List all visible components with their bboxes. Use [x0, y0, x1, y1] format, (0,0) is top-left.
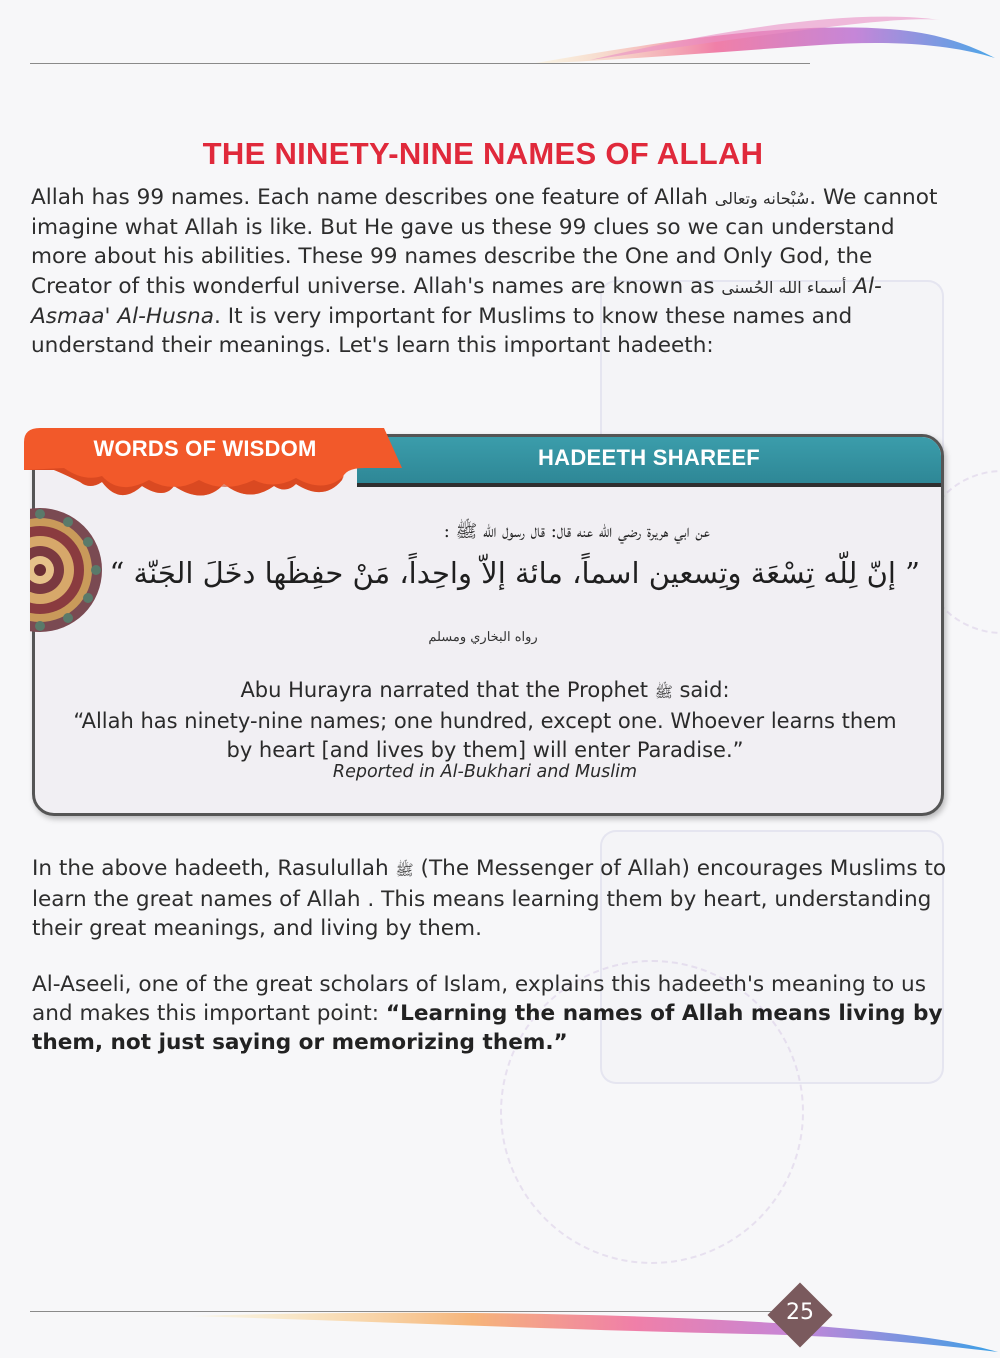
hadeeth-header-label: HADEETH SHAREEF — [537, 445, 761, 470]
arabic-praise: سُبْحانه وتعالى — [714, 189, 810, 208]
arabic-isnad: عن ابي هريرة رضي الله عنه قال: قال رسول الله ﷺ : — [443, 521, 710, 542]
words-of-wisdom-label: WORDS OF WISDOM — [93, 436, 317, 461]
english-hadeeth — [60, 676, 910, 765]
page-number: 25 — [786, 1300, 814, 1325]
intro-paragraph — [31, 183, 951, 360]
paragraph-text: In the above hadeeth, Rasulullah — [32, 856, 396, 881]
arabic-hadeeth-text: ” إنّ لِلّه تِسْعَة وتِسعين اسماً، مائة إلاّ واحِداً، مَنْ حفِظَها دخَلَ الجَنّة “ — [109, 556, 920, 590]
transliteration: Al-Asmaa' Al-Husna — [31, 273, 882, 329]
page-title: THE NINETY-NINE NAMES OF ALLAH — [202, 135, 764, 171]
intro-text-2: . We cannot imagine what Allah is like. But He gave us these 99 clues so we can understand more about his abilities. These 99 names describe the One and Only God, the Creator of this wonderful universe. Allah's names are known as — [31, 185, 938, 299]
intro-text-1: Allah has 99 names. Each name describes one feature of Allah — [31, 185, 715, 210]
bottom-divider — [30, 1311, 780, 1312]
english-reference: Reported in Al-Bukhari and Muslim — [332, 762, 638, 782]
salawat-glyph: ﷺ — [395, 861, 414, 879]
top-swoosh-decoration — [470, 0, 1000, 70]
narration-text: Abu Hurayra narrated that the Prophet — [240, 678, 655, 702]
arabic-term: أسماء الله الحُسنى — [721, 277, 847, 297]
hadeeth-header-bar — [357, 437, 941, 487]
paragraph-text: (The Messenger of Allah) encourages Muslims to learn the great names of Allah . This means learning them by heart, understanding their great meanings, and living by them. — [32, 856, 947, 942]
intro-text-3: . It is very important for Muslims to know these names and understand their meanings. Let's learn this important hadeeth: — [31, 303, 853, 359]
narration-said: said: — [672, 678, 730, 702]
ornament-medallion-icon — [30, 498, 110, 643]
bottom-swoosh-decoration — [190, 1300, 1000, 1358]
english-quote: “Allah has ninety-nine names; one hundred, except one. Whoever learns them by heart [and lives by them] will enter Paradise.” — [73, 709, 897, 762]
explanation-paragraph — [32, 854, 952, 944]
paragraph-text: Al-Aseeli, one of the great scholars of Islam, explains this hadeeth's meaning to us and makes this important point: — [32, 972, 926, 1027]
top-divider — [30, 63, 810, 64]
salawat-glyph: ﷺ — [654, 683, 673, 701]
arabic-reference: رواه البخاري ومسلم — [428, 630, 538, 645]
key-quote: “Learning the names of Allah means living by them, not just saying or memorizing them.” — [32, 1001, 943, 1056]
scholar-paragraph — [32, 970, 952, 1058]
